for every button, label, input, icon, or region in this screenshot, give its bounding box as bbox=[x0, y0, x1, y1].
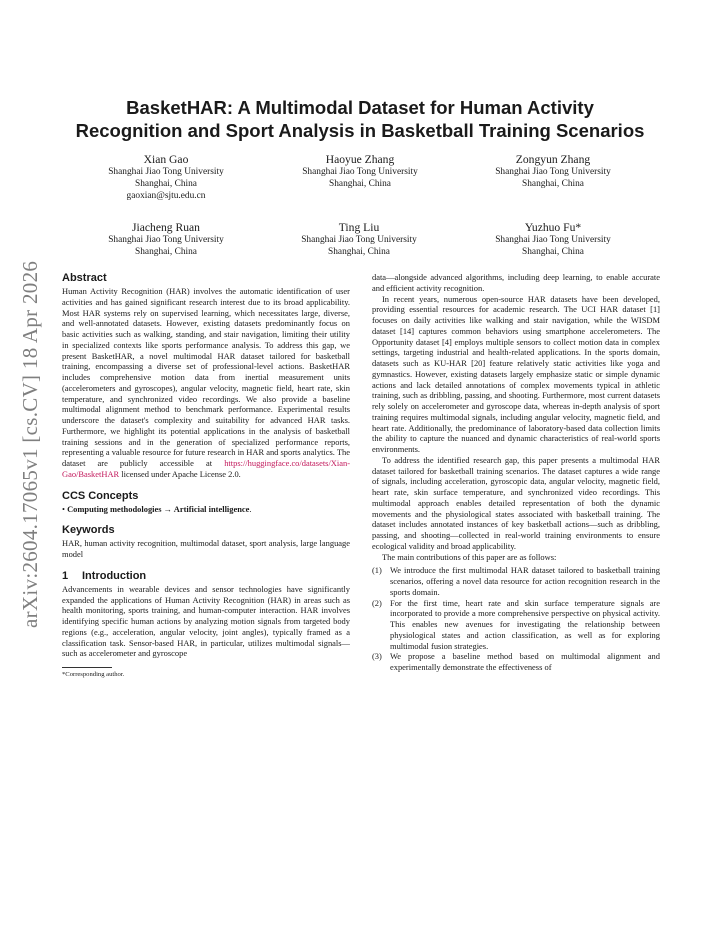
ccs-period: . bbox=[249, 503, 252, 514]
abstract-license: licensed under Apache License 2.0. bbox=[121, 468, 241, 479]
author-affiliation: Shanghai Jiao Tong University bbox=[495, 235, 611, 245]
left-column bbox=[62, 272, 350, 679]
keywords-heading: Keywords bbox=[62, 524, 115, 537]
author-block bbox=[260, 152, 460, 191]
abstract-body bbox=[62, 286, 350, 480]
ccs-concept-text: Computing methodologies → Artificial intelligence bbox=[67, 503, 250, 514]
arxiv-stamp: arXiv:2604.17065v1 [cs.CV] 18 Apr 2026 bbox=[18, 260, 42, 628]
list-item-text: For the first time, heart rate and skin surface temperature signals are incorporated to provide a more comprehensive perspective on physical activity. This enables new avenues for investigating the relationship between physiological states and action classification, as well as for exploring multimodal fusion strategies. bbox=[390, 597, 660, 651]
keywords-text: HAR, human activity recognition, multimodal dataset, sport analysis, large language model bbox=[62, 538, 350, 559]
author-name: Zongyun Zhang bbox=[515, 153, 591, 166]
contributions-list bbox=[372, 565, 660, 673]
body-paragraph: To address the identified research gap, this paper presents a multimodal HAR dataset tailored for basketball training scenarios. The dataset captures a wide range of signals, including acceleration, gyroscopic data, angular velocity, magnetic field, heart rate, skin surface temperature, and synchronized video recordings. This multimodal approach enables detailed representation of both the dynamic movements and the physiological states associated with basketball training. The dataset includes annotated instances of key basketball actions—such as dribbling, passing, and shooting—collected in real-world training environments to ensure ecological validity and broad applicability. bbox=[372, 454, 660, 551]
author-name: Jiacheng Ruan bbox=[132, 221, 200, 234]
list-item bbox=[372, 651, 660, 673]
ccs-heading: CCS Concepts bbox=[62, 489, 139, 502]
list-item-text: We introduce the first multimodal HAR dataset tailored to basketball training scenarios, offering a novel data resource for action recognition research in the sports domain. bbox=[390, 565, 660, 597]
list-marker: (1) bbox=[372, 565, 382, 576]
author-location: Shanghai, China bbox=[522, 246, 584, 257]
author-block bbox=[453, 220, 653, 259]
ccs-bullet: • bbox=[62, 503, 68, 514]
author-location: Shanghai, China bbox=[329, 178, 391, 189]
author-name: Yuzhuo Fu* bbox=[524, 221, 582, 234]
footnote: *Corresponding author. bbox=[62, 671, 125, 678]
list-marker: (3) bbox=[372, 651, 382, 662]
section-number: 1 bbox=[62, 569, 69, 582]
title-line-2: Recognition and Sport Analysis in Basketball Training Scenarios bbox=[75, 120, 645, 141]
author-affiliation: Shanghai Jiao Tong University bbox=[108, 235, 224, 245]
list-marker: (2) bbox=[372, 597, 382, 608]
author-block bbox=[259, 220, 459, 259]
author-name: Ting Liu bbox=[338, 221, 380, 234]
body-paragraph: data—alongside advanced algorithms, including deep learning, to enable accurate and efficient activity recognition. bbox=[372, 272, 660, 293]
author-affiliation: Shanghai Jiao Tong University bbox=[302, 167, 418, 177]
intro-paragraph: Advancements in wearable devices and sensor technologies have significantly expanded the applications of Human Activity Recognition (HAR) in areas such as health monitoring, sports training, and human-computer interaction. HAR involves identifying specific human actions by analyzing motion signals from targeted body regions (e.g., acceleration, angular velocity, joint angles), typically framed as a classification task. Sensor-based HAR, in particular, utilizes multimodal signals—such as accelerometer and gyroscope bbox=[62, 583, 350, 659]
paper-title bbox=[40, 96, 680, 142]
intro-heading bbox=[62, 570, 350, 583]
author-affiliation: Shanghai Jiao Tong University bbox=[495, 167, 611, 177]
abstract-heading: Abstract bbox=[62, 272, 107, 284]
author-location: Shanghai, China bbox=[135, 178, 197, 189]
body-paragraph: The main contributions of this paper are as follows: bbox=[382, 551, 557, 562]
author-location: Shanghai, China bbox=[328, 246, 390, 257]
dataset-link[interactable]: https://huggingface.co/datasets/Xian-Gao/BasketHAR bbox=[62, 458, 351, 479]
author-name: Haoyue Zhang bbox=[325, 153, 395, 166]
list-item bbox=[372, 598, 660, 652]
author-email[interactable]: gaoxian@sjtu.edu.cn bbox=[126, 190, 206, 201]
body-paragraph: In recent years, numerous open-source HAR datasets have been developed, providing essential resources for academic research. The UCI HAR dataset [1] focuses on daily activities like walking and stair navigation, while the WISDM dataset [14] captures common behaviors using smartphone accelerometers. The Opportunity dataset [4] employs multiple sensors to collect motion data in complex settings, targeting industrial and health-related applications. In the sports domain, datasets such as KU-HAR [20] feature relatively static activities like yoga and gymnastics. However, existing datasets largely emphasize static or simple dynamic actions and lack detailed annotations of complex movements typical in athletic training, such as dribbling, passing, and shooting. Furthermore, most current datasets rely solely on accelerometer and gyroscope data, whereas in-depth analysis of sport training requires multimodal signals, including angular velocity, magnetic field, and heart rate. Additionally, the predominance of laboratory-based data collection limits the ability to capture the nuanced and dynamic characteristics of real-world sports environments. bbox=[372, 293, 660, 454]
author-affiliation: Shanghai Jiao Tong University bbox=[108, 167, 224, 177]
author-affiliation: Shanghai Jiao Tong University bbox=[301, 235, 417, 245]
ccs-concepts bbox=[62, 504, 350, 515]
footnote-rule bbox=[62, 667, 112, 668]
list-item bbox=[372, 565, 660, 597]
author-block bbox=[66, 220, 266, 259]
author-block bbox=[66, 152, 266, 202]
right-column bbox=[372, 272, 660, 673]
author-block bbox=[453, 152, 653, 191]
title-line-1: BasketHAR: A Multimodal Dataset for Human Activity bbox=[126, 97, 594, 118]
abstract-text: Human Activity Recognition (HAR) involves the automatic identification of user activities and has gained significant research interest due to its broad applicability. Most HAR systems rely on supervised learning, which necessitates large, diverse, and well-annotated datasets. However, existing datasets predominantly focus on basic activities such as walking, standing, and stair navigation, limiting their utility in specialized contexts like sports performance analysis. To address this gap, we present BasketHAR, a novel multimodal HAR dataset tailored for basketball training, encompassing a diverse set of professional-level actions. BasketHAR includes comprehensive motion data from inertial measurement units (accelerometers and gyroscopes), angular velocity, magnetic field, heart rate, skin temperature, and synchronized video recordings. We also provide a baseline multimodal alignment method to benchmark performance. Experimental results underscore the dataset's complexity and suitability for advanced HAR tasks. Furthermore, we highlight its potential applications in the analysis of basketball training sessions and in the generation of specialized performance reports, representing a valuable resource for future research in HAR and sports analytics. The dataset are publicly accessible at bbox=[62, 286, 350, 468]
section-title: Introduction bbox=[82, 569, 147, 582]
author-location: Shanghai, China bbox=[135, 246, 197, 257]
author-location: Shanghai, China bbox=[522, 178, 584, 189]
list-item-text: We propose a baseline method based on multimodal alignment and experimentally demonstrate the effectiveness of bbox=[390, 651, 660, 672]
author-name: Xian Gao bbox=[143, 153, 189, 166]
